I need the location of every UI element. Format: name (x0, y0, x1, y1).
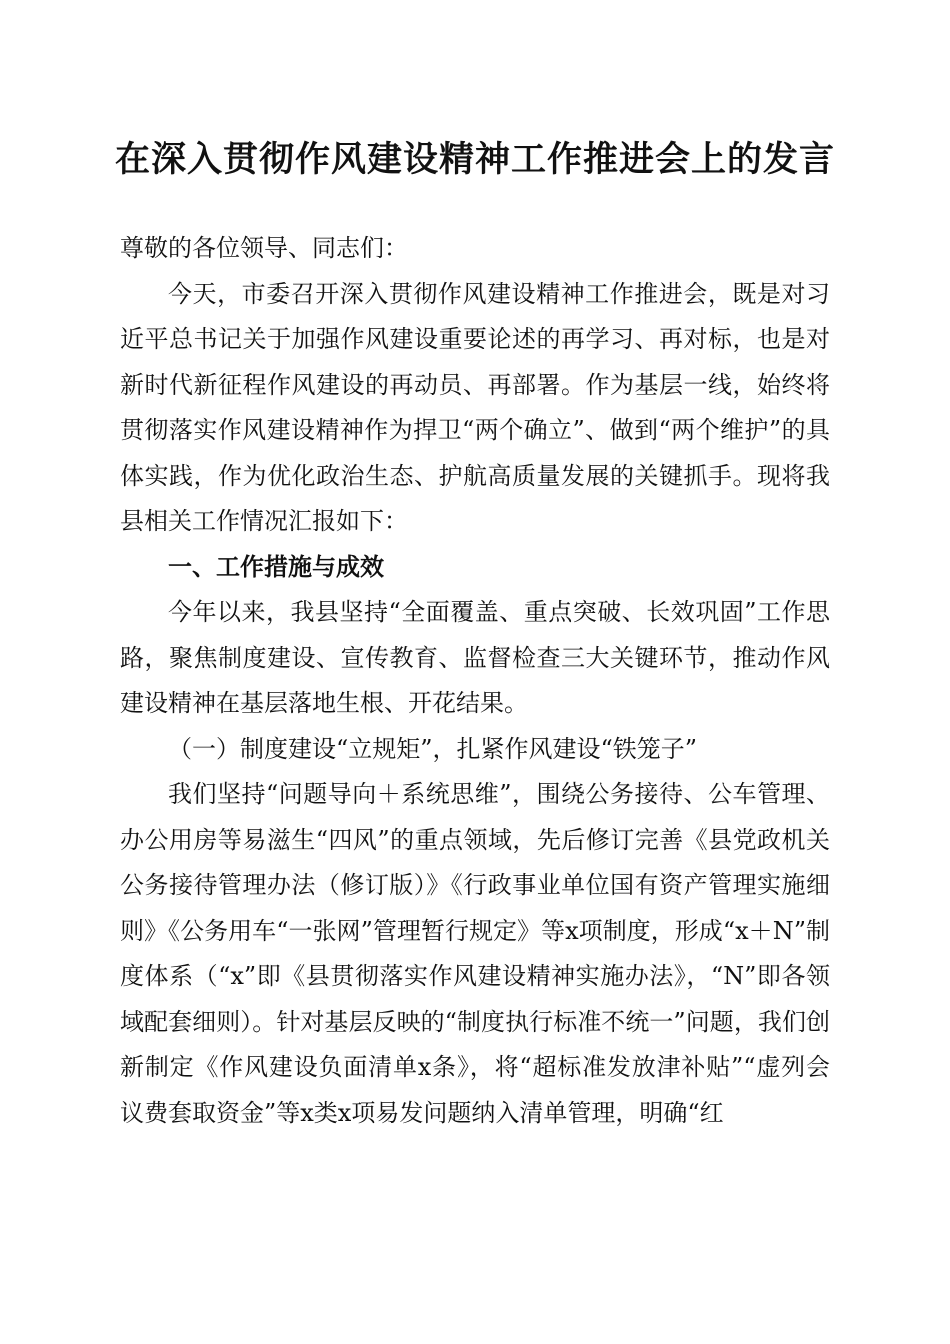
intro-paragraph: 今天，市委召开深入贯彻作风建设精神工作推进会，既是对习近平总书记关于加强作风建设重要论述的再学习、再对标，也是对新时代新征程作风建设的再动员、再部署。作为基层一线，始终将贯彻落实作风建设精神作为捍卫“两个确立”、做到“两个维护”的具体实践，作为优化政治生态、护航高质量发展的关键抓手。现将我县相关工作情况汇报如下： (120, 279, 830, 535)
salutation: 尊敬的各位领导、同志们： (120, 234, 408, 262)
section-1-paragraph: 今年以来，我县坚持“全面覆盖、重点突破、长效巩固”工作思路，聚焦制度建设、宣传教育、监督检查三大关键环节，推动作风建设精神在基层落地生根、开花结果。 (120, 598, 830, 717)
document-title: 在深入贯彻作风建设精神工作推进会上的发言 (114, 139, 835, 180)
subsection-1-paragraph: 我们坚持“问题导向＋系统思维”，围绕公务接待、公车管理、办公用房等易滋生“四风”的重点领域，先后修订完善《县党政机关公务接待管理办法（修订版）》《行政事业单位国有资产管理实施细则》《公务用车“一张网”管理暂行规定》等x项制度，形成“x＋N”制度体系（“x”即《县贯彻落实作风建设精神实施办法》，“N”即各领域配套细则）。针对基层反映的“制度执行标准不统一”问题，我们创新制定《作风建设负面清单x条》，将“超标准发放津补贴”“虚列会议费套取资金”等x类x项易发问题纳入清单管理，明确“红 (120, 780, 830, 1127)
section-heading-1: 一、工作措施与成效 (168, 552, 384, 581)
document-body (120, 226, 830, 1136)
subsection-heading-1: （一）制度建设“立规矩”，扎紧作风建设“铁笼子” (168, 734, 698, 763)
